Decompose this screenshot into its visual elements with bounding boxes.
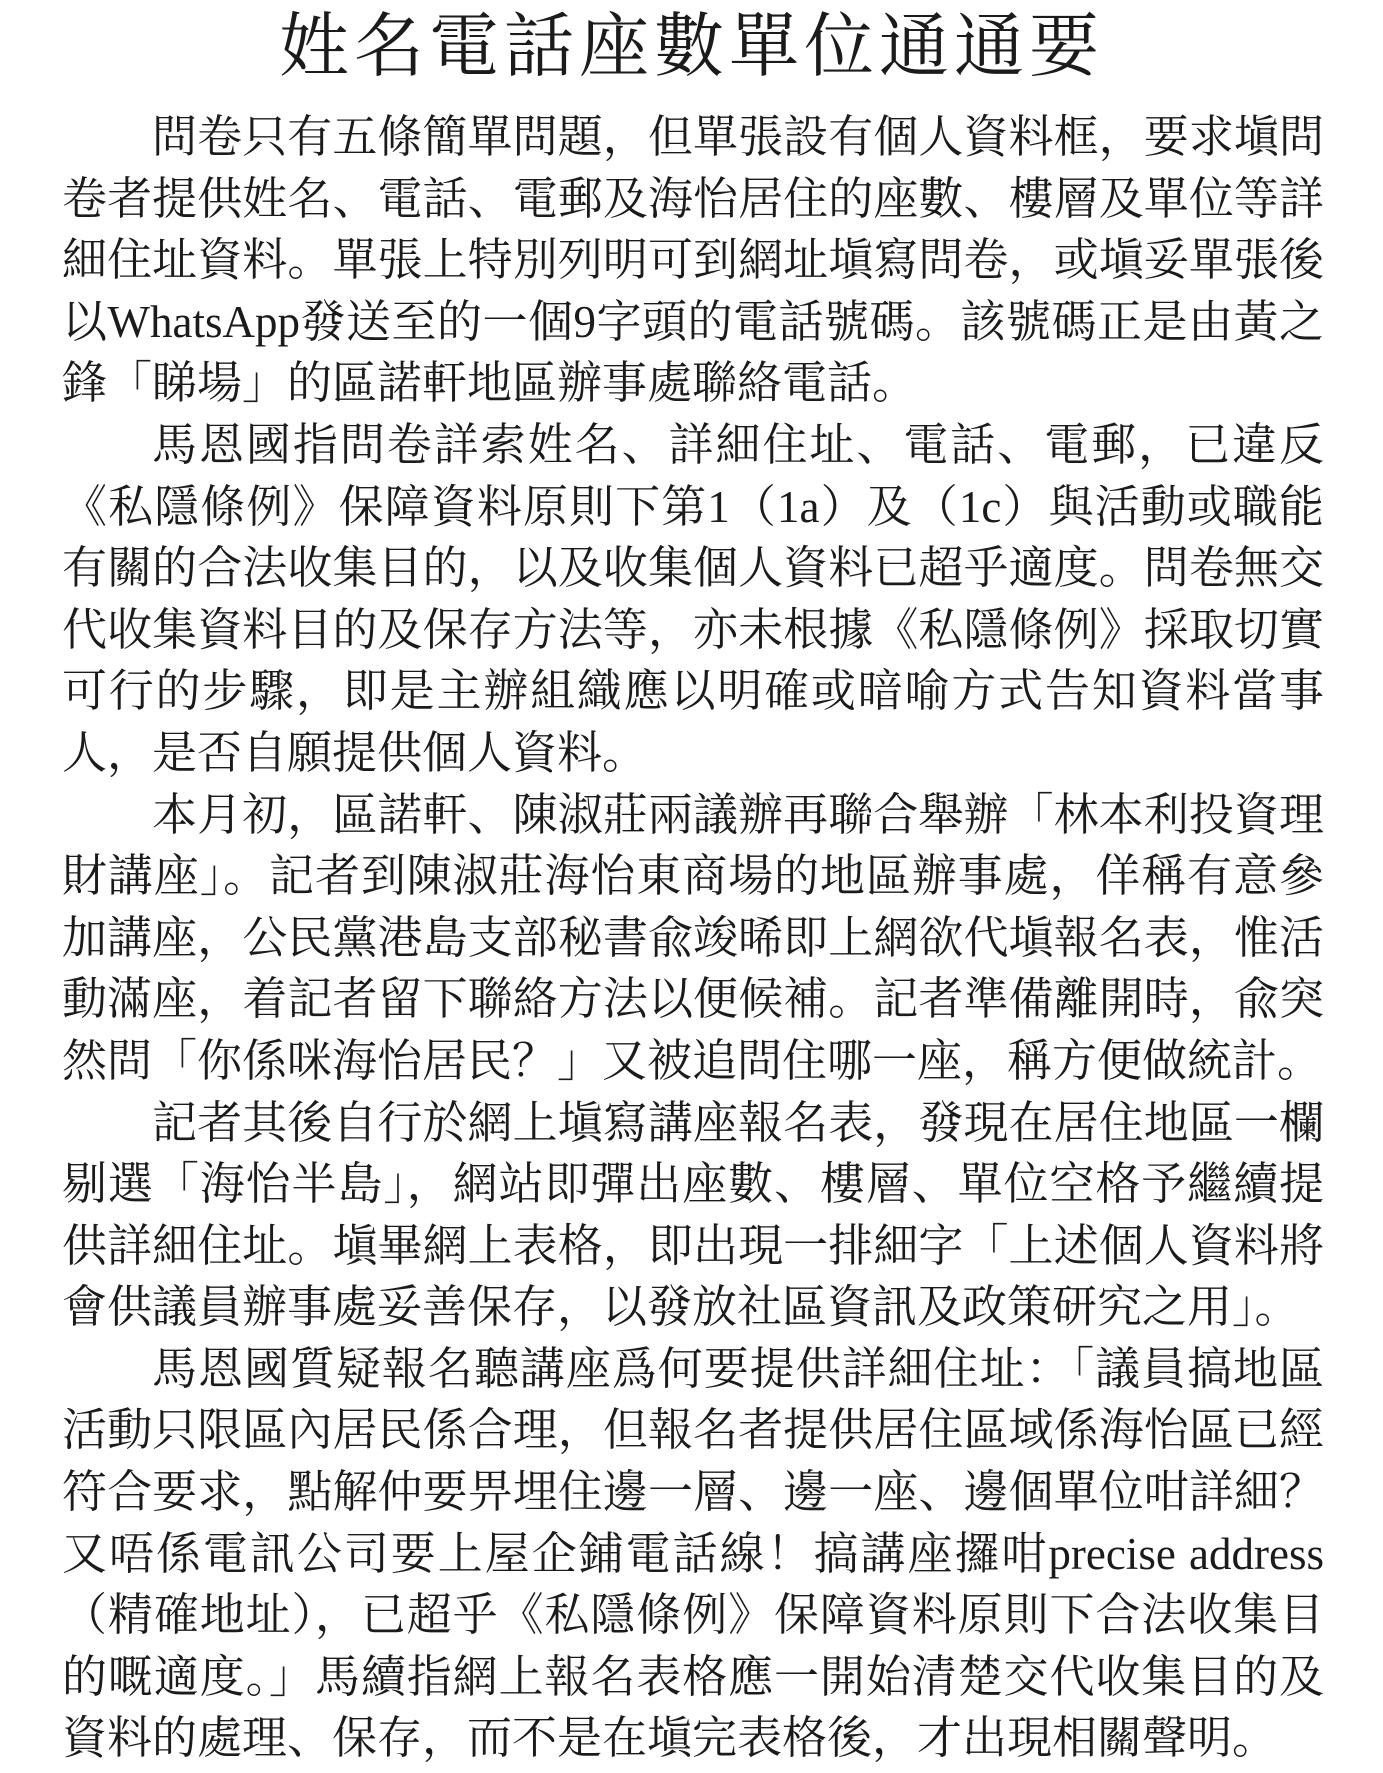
article-paragraph-2: 馬恩國指問卷詳索姓名、詳細住址、電話、電郵，已違反《私隱條例》保障資料原則下第1（1a）及（1c）與活動或職能有關的合法收集目的，以及收集個人資料已超乎適度。問卷無交代收集資料目的及保存方法等，亦未根據《私隱條例》採取切實可行的步驟，即是主辦組織應以明確或暗喻方式告知資料當事人，是否自願提供個人資料。 [62,419,1324,778]
article-paragraph-3: 本月初，區諾軒、陳淑莊兩議辦再聯合舉辦「林本利投資理財講座」。記者到陳淑莊海怡東商場的地區辦事處，佯稱有意參加講座，公民黨港島支部秘書兪竣晞即上網欲代塡報名表，惟活動滿座，着記者留下聯絡方法以便候補。記者準備離開時，兪突然問「你係咪海怡居民？」又被追問住哪一座，稱方便做統計。 [62,789,1324,1086]
article-paragraph-5: 馬恩國質疑報名聽講座爲何要提供詳細住址：「議員搞地區活動只限區內居民係合理，但報名者提供居住區域係海怡區已經符合要求，點解仲要畀埋住邊一層、邊一座、邊個單位咁詳細？又唔係電訊公司要上屋企鋪電話線！搞講座攞咁precise address（精確地址），已超乎《私隱條例》保障資料原則下合法收集目的嘅適度。」馬續指網上報名表格應一開始清楚交代收集目的及資料的處理、保存，而不是在塡完表格後，才出現相關聲明。 [62,1343,1324,1764]
article-paragraph-4: 記者其後自行於網上塡寫講座報名表，發現在居住地區一欄剔選「海怡半島」，網站即彈出座數、樓層、單位空格予繼續提供詳細住址。塡畢網上表格，即出現一排細字「上述個人資料將會供議員辦事處妥善保存，以發放社區資訊及政策研究之用」。 [62,1097,1324,1333]
article-body [62,107,1324,1770]
article-paragraph-1: 問卷只有五條簡單問題，但單張設有個人資料框，要求塡問卷者提供姓名、電話、電郵及海怡居住的座數、樓層及單位等詳細住址資料。單張上特別列明可到網址塡寫問卷，或塡妥單張後以WhatsApp發送至的一個9字頭的電話號碼。該號碼正是由黃之鋒「睇場」的區諾軒地區辦事處聯絡電話。 [62,112,1324,409]
article-title: 姓名電話座數單位通通要 [279,7,1104,85]
